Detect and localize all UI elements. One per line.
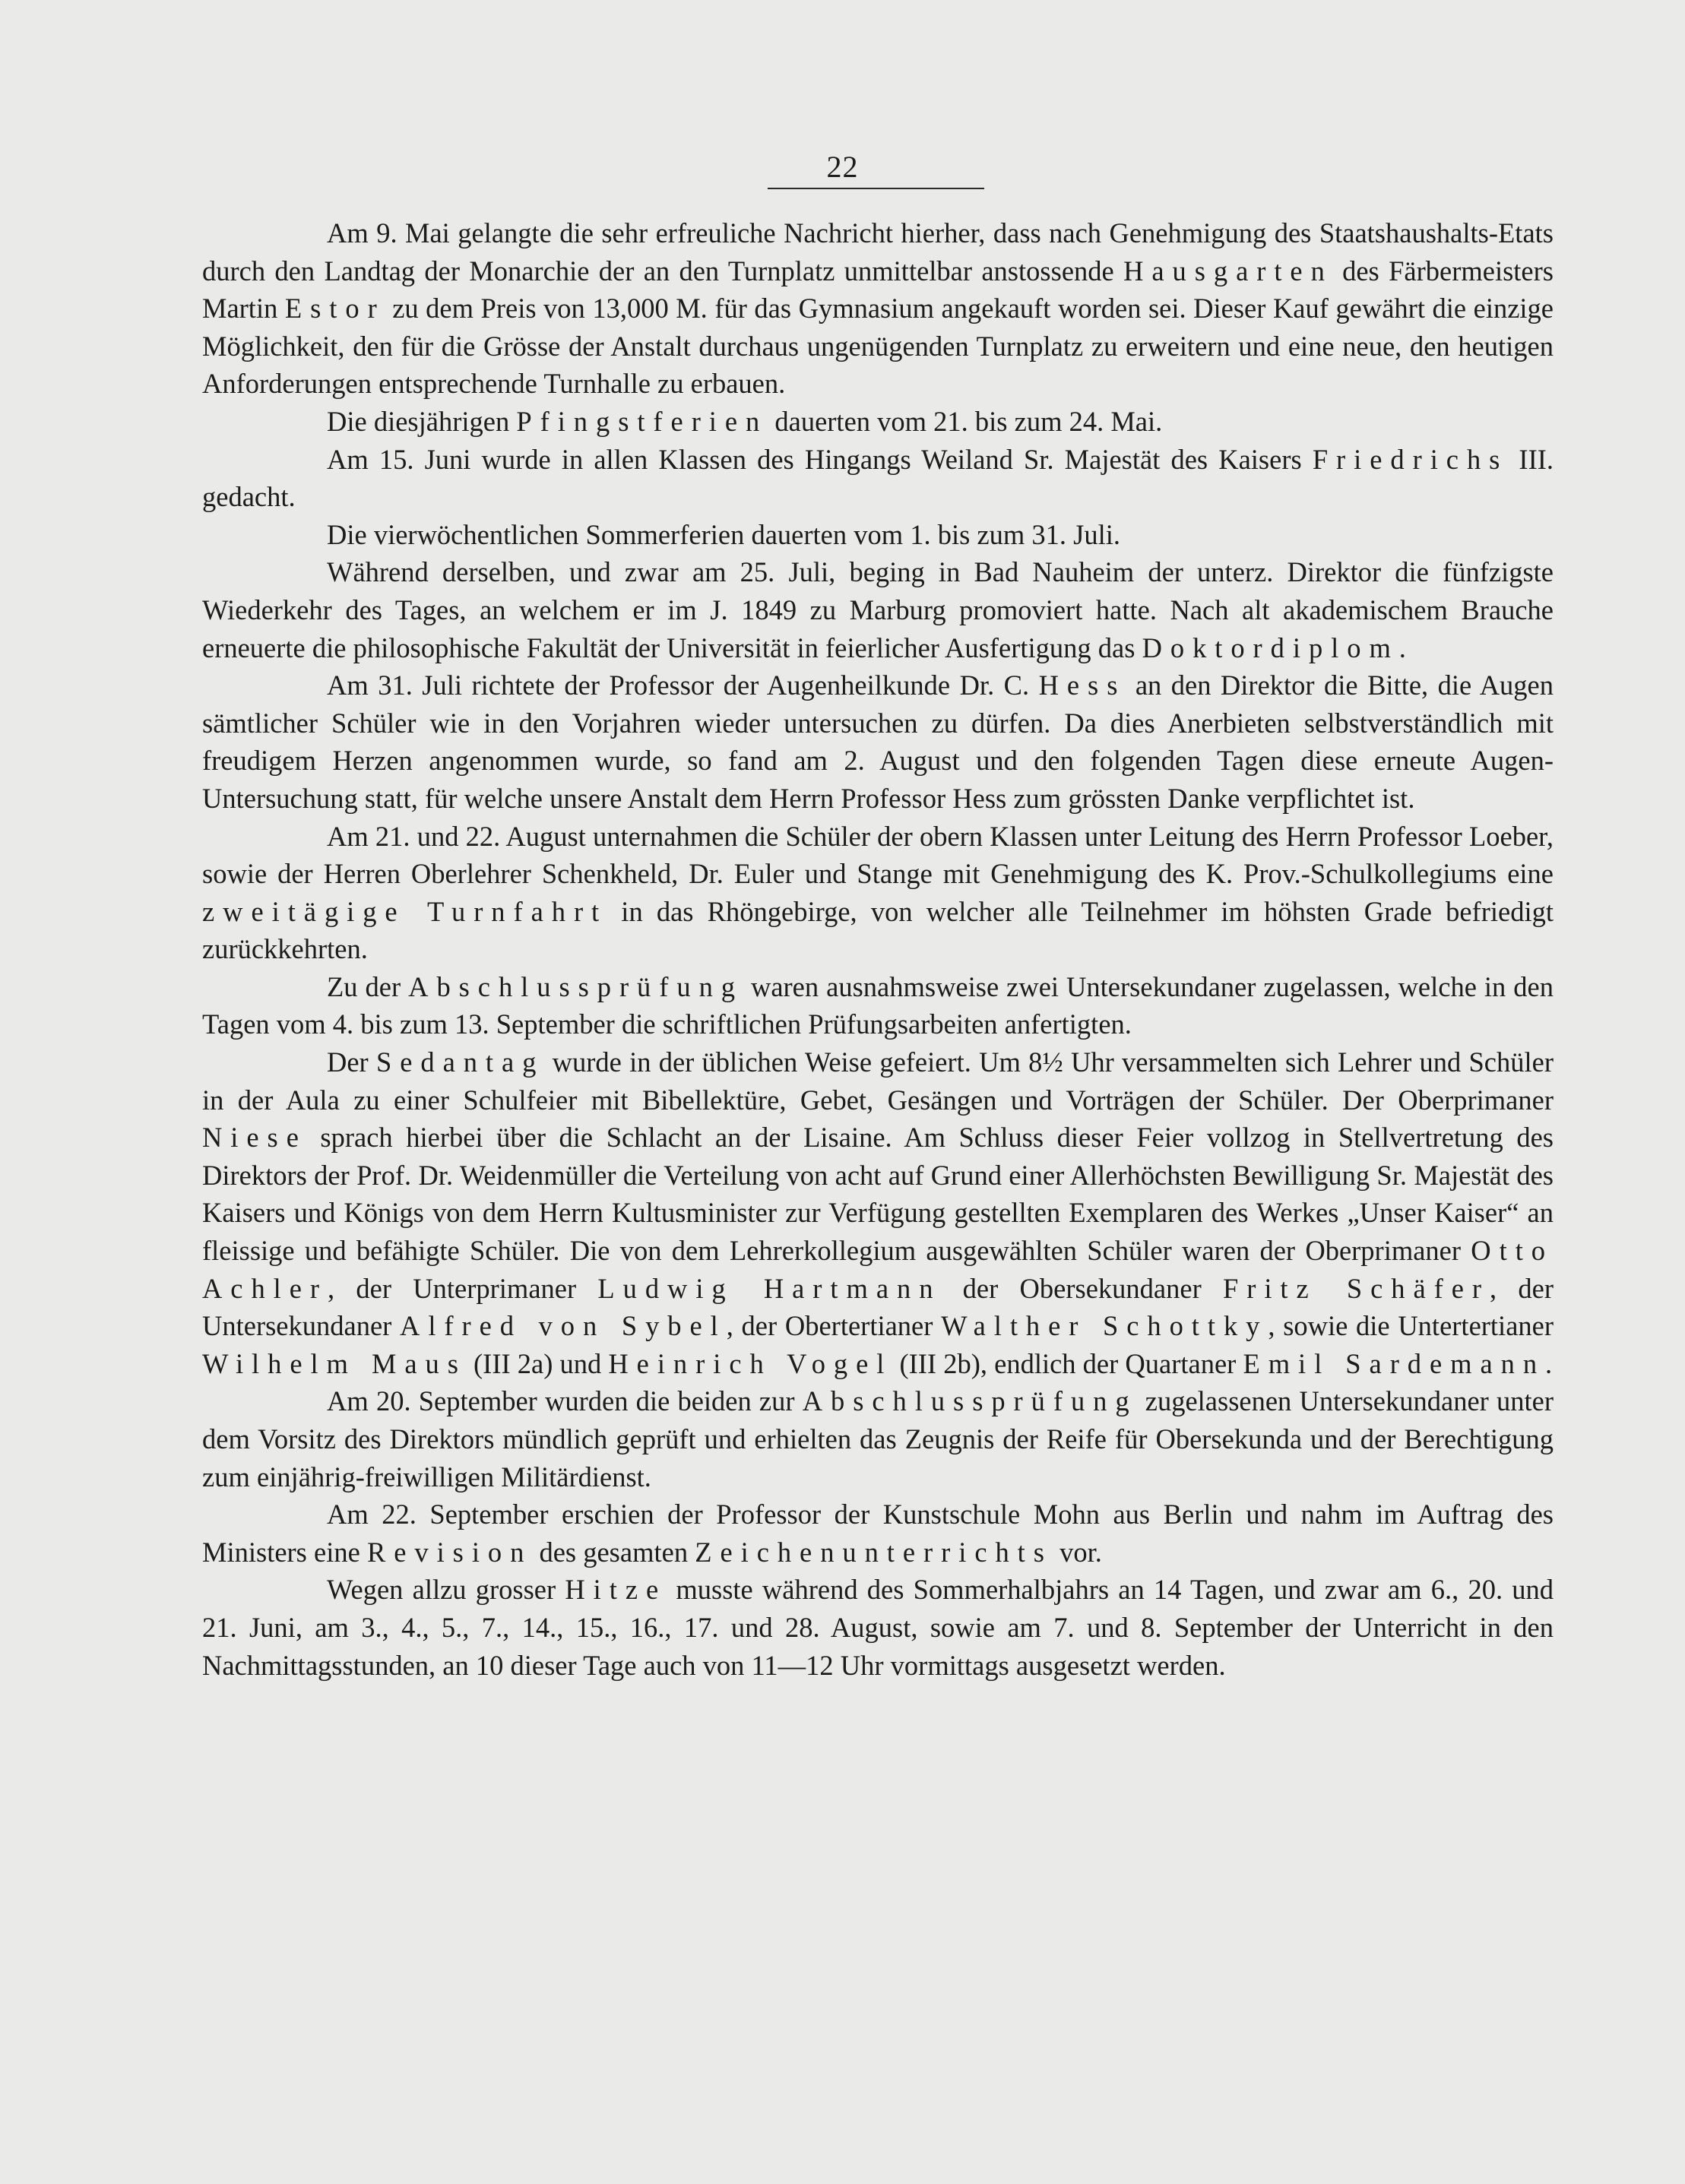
spaced-emphasis-text: Walther Schottky	[941, 1310, 1269, 1342]
text-run: .	[1545, 1347, 1553, 1379]
text-run: musste während des Sommerhalbjahrs an 14 Tagen, und zwar am 6., 20. und 21. Juni, am 3., 4., 5., 7., 14., 15., 16., 17. und 28. August, sowie am 7. und 8. September der Unterricht in den Nachmittagsstunden, an 10 dieser Tage auch von 11—12 Uhr vormittags ausgesetzt werden.	[202, 1574, 1554, 1681]
paragraph	[202, 516, 1554, 554]
text-run: Am 21. und 22. August unternahmen die Schüler der obern Klassen unter Leitung des Herrn Professor Loeber, sowie der Herren Oberlehrer Schenkheld, Dr. Euler und Stange mit Genehmigung des K. Prov.-Schulkollegiums eine	[202, 820, 1554, 890]
spaced-emphasis-text: Hausgarten	[1123, 255, 1333, 286]
spaced-emphasis-text: Estor	[284, 293, 385, 324]
spaced-emphasis-text: Fritz Schäfer	[1222, 1272, 1490, 1304]
text-run: zu dem Preis von 13,000 M. für das Gymnasium angekauft worden sei. Dieser Kauf gewährt die einzige Möglichkeit, den für die Grösse der Anstalt durchaus ungenügenden Turnplatz zu erweitern und eine neue, den heutigen Anforderungen entsprechende Turnhalle zu erbauen.	[202, 293, 1554, 400]
text-run: , der Obertertianer	[726, 1310, 942, 1342]
text-run: Während derselben, und zwar am 25. Juli, beging in Bad Nauheim der unterz. Direktor die fünfzigste Wiederkehr des Tages, an welchem er im J. 1849 zu Marburg promoviert hatte. Nach alt akademischem Brauche erneuerte die philosophische Fakultät der Universität in feierlicher Ausfertigung das	[202, 556, 1554, 663]
paragraph	[202, 441, 1554, 516]
paragraph	[202, 666, 1554, 817]
text-run: Die diesjährigen	[327, 405, 517, 437]
text-run: , der Untersekundaner	[202, 1272, 1554, 1342]
spaced-emphasis-text: Alfred von Sybel	[400, 1310, 727, 1342]
text-run: Am 15. Juni wurde in allen Klassen des Hingangs Weiland Sr. Majestät des Kaisers	[327, 443, 1313, 475]
text-run: .	[1398, 631, 1406, 663]
text-run: , der Unterprimaner	[328, 1272, 598, 1304]
spaced-emphasis-text: Wilhelm Maus	[202, 1347, 467, 1379]
spaced-emphasis-text: Doktordiplom	[1142, 631, 1399, 663]
body-text	[202, 214, 1554, 1684]
text-run: wurde in der üblichen Weise gefeiert. Um 8½ Uhr versammelten sich Lehrer und Schüler in der Aula zu einer Schulfeier mit Bibellektüre, Gebet, Gesängen und Vorträgen der Schüler. Der Oberprimaner	[202, 1046, 1554, 1116]
header-rule	[768, 188, 984, 189]
spaced-emphasis-text: zweitägige Turnfahrt	[202, 895, 608, 927]
paragraph	[202, 214, 1554, 403]
spaced-emphasis-text: Abschlussprüfung	[408, 970, 743, 1002]
spaced-emphasis-text: Hess	[1038, 669, 1126, 701]
spaced-emphasis-text: Friedrichs	[1312, 443, 1509, 475]
spaced-emphasis-text: Niese	[202, 1122, 307, 1154]
text-run: Zu der	[327, 970, 409, 1002]
spaced-emphasis-text: Ludwig Hartmann	[597, 1272, 942, 1304]
spaced-emphasis-text: Heinrich Vogel	[608, 1347, 893, 1379]
text-run: Am 22. September erschien der Professor der Kunstschule Mohn aus Berlin und nahm im Auftrag des Ministers eine	[202, 1499, 1554, 1568]
spaced-emphasis-text: Otto Achler	[202, 1235, 1554, 1304]
paragraph	[202, 968, 1554, 1043]
text-run: , sowie die Untertertianer	[1268, 1310, 1554, 1342]
paragraph	[202, 1496, 1554, 1571]
paragraph	[202, 553, 1554, 666]
text-run: waren ausnahmsweise zwei Untersekundaner zugelassen, welche in den Tagen vom 4. bis zum 13. September die schriftlichen Prüfungsarbeiten anfertigten.	[202, 970, 1554, 1040]
text-run: des gesamten	[532, 1536, 695, 1568]
spaced-emphasis-text: Zeichenunterrichts	[695, 1536, 1053, 1568]
text-run: Am 9. Mai gelangte die sehr erfreuliche Nachricht hierher, dass nach Genehmigung des Staatshaushalts-Etats durch den Landtag der Monarchie der an den Turnplatz unmittelbar anstossende	[202, 217, 1554, 286]
spaced-emphasis-text: Emil Sardemann	[1243, 1347, 1546, 1379]
paragraph	[202, 1571, 1554, 1684]
spaced-emphasis-text: Sedantag	[375, 1046, 545, 1078]
spaced-emphasis-text: Hitze	[565, 1574, 667, 1606]
paragraph	[202, 1043, 1554, 1382]
paragraph	[202, 403, 1554, 441]
spaced-emphasis-text: Pfingstferien	[516, 405, 768, 437]
paragraph	[202, 1382, 1554, 1496]
text-run: Am 20. September wurden die beiden zur	[327, 1385, 803, 1417]
text-run: dauerten vom 21. bis zum 24. Mai.	[768, 405, 1163, 437]
text-run: zugelassenen Untersekundaner unter dem Vorsitz des Direktors mündlich geprüft und erhielten das Zeugnis der Reife für Obersekunda und der Berechtigung zum einjährig-freiwilligen Militärdienst.	[202, 1385, 1554, 1492]
text-run: der Obersekundaner	[941, 1272, 1223, 1304]
text-run: Der	[327, 1046, 376, 1078]
text-run: des Färbermeisters Martin	[202, 255, 1554, 324]
page-number: 22	[826, 150, 859, 184]
text-run: an den Direktor die Bitte, die Augen sämtlicher Schüler wie in den Vorjahren wieder untersuchen zu dürfen. Da dies Anerbieten selbstverständlich mit freudigem Herzen angenommen wurde, so fand am 2. August und den folgenden Tagen diese erneute Augen-Untersuchung statt, für welche unsere Anstalt dem Herrn Professor Hess zum grössten Danke verpflichtet ist.	[202, 669, 1554, 814]
text-run: sprach hierbei über die Schlacht an der Lisaine. Am Schluss dieser Feier vollzog in Stellvertretung des Direktors der Prof. Dr. Weidenmüller die Verteilung von acht auf Grund einer Allerhöchsten Bewilligung Sr. Majestät des Kaisers und Königs von dem Herrn Kultusminister zur Verfügung gestellten Exemplaren des Werkes „Unser Kaiser“ an fleissige und befähigte Schüler. Die von dem Lehrerkollegium ausgewählten Schüler waren der Oberprimaner	[202, 1122, 1554, 1267]
spaced-emphasis-text: Revision	[366, 1536, 533, 1568]
text-run: III. gedacht.	[202, 443, 1554, 513]
text-run: Wegen allzu grosser	[327, 1574, 565, 1606]
text-run: in das Rhöngebirge, von welcher alle Teilnehmer im höhsten Grade befriedigt zurückkehrten.	[202, 895, 1554, 965]
paragraph	[202, 818, 1554, 968]
text-run: vor.	[1052, 1536, 1102, 1568]
spaced-emphasis-text: Abschlussprüfung	[802, 1385, 1138, 1417]
text-run: (III 2a) und	[466, 1347, 609, 1379]
text-run: Die vierwöchentlichen Sommerferien dauerten vom 1. bis zum 31. Juli.	[327, 518, 1121, 550]
text-run: Am 31. Juli richtete der Professor der Augenheilkunde Dr. C.	[327, 669, 1039, 701]
text-run: (III 2b), endlich der Quartaner	[892, 1347, 1243, 1379]
